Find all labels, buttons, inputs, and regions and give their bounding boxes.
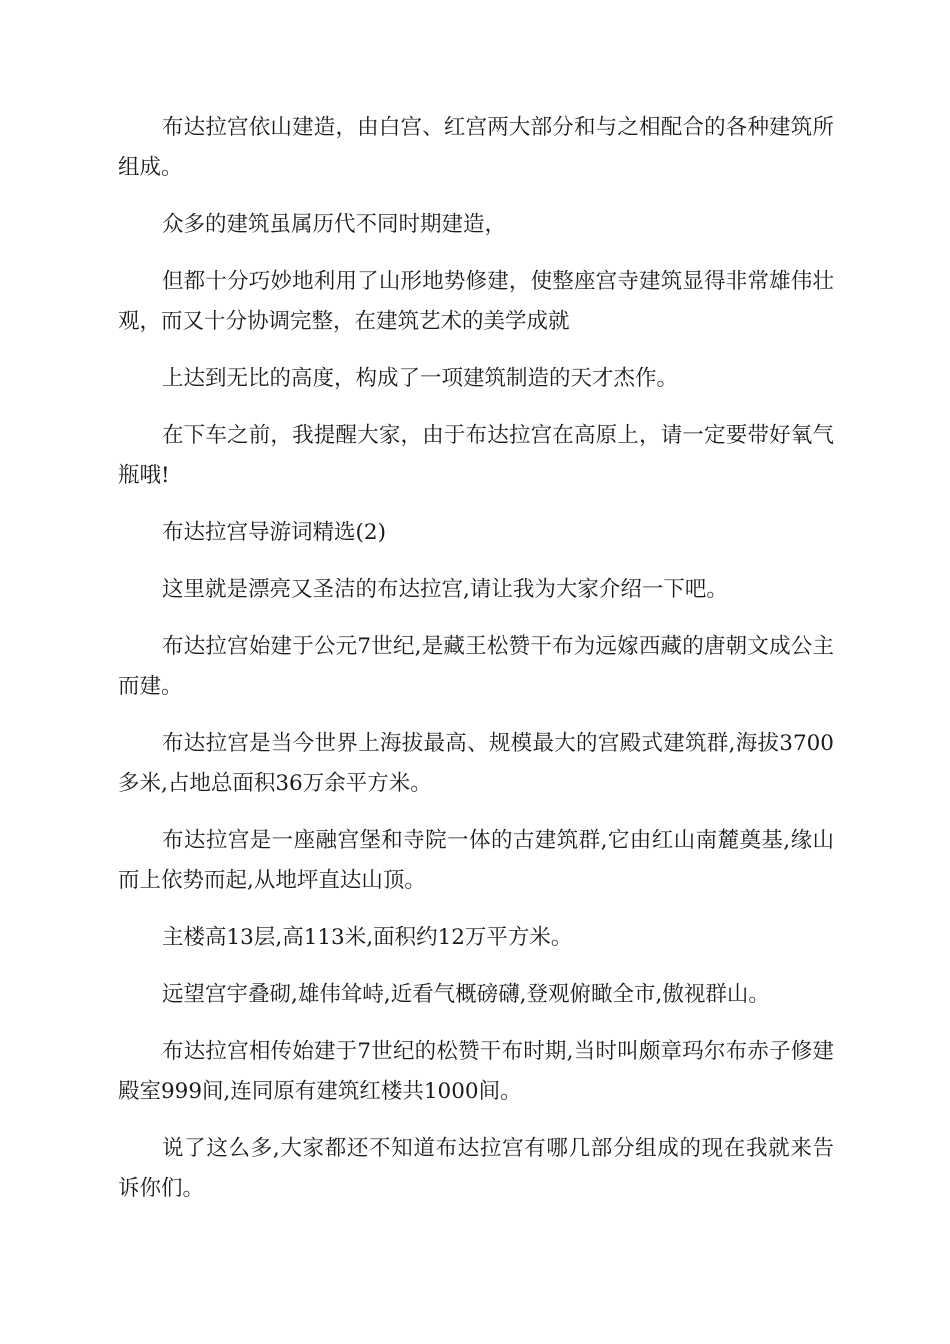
paragraph: 在下车之前，我提醒大家，由于布达拉宫在高原上，请一定要带好氧气瓶哦! (118, 423, 834, 488)
paragraph: 说了这么多,大家都还不知道布达拉宫有哪几部分组成的现在我就来告诉你们。 (118, 1136, 834, 1201)
paragraph: 布达拉宫是当今世界上海拔最高、规模最大的宫殿式建筑群,海拔3700多米,占地总面积36万余平方米。 (118, 731, 834, 796)
paragraph: 这里就是漂亮又圣洁的布达拉宫,请让我为大家介绍一下吧。 (162, 577, 728, 602)
paragraph: 众多的建筑虽属历代不同时期建造， (162, 212, 507, 237)
paragraph: 布达拉宫依山建造，由白宫、红宫两大部分和与之相配合的各种建筑所组成。 (118, 115, 834, 180)
paragraph: 布达拉宫相传始建于7世纪的松赞干布时期,当时叫颇章玛尔布赤子修建殿室999间,连同原有建筑红楼共1000间。 (118, 1039, 834, 1104)
section-heading: 布达拉宫导游词精选(2) (162, 520, 386, 545)
document-body (118, 108, 834, 1226)
paragraph: 布达拉宫始建于公元7世纪,是藏王松赞干布为远嫁西藏的唐朝文成公主而建。 (118, 634, 834, 699)
paragraph: 远望宫宇叠砌,雄伟耸峙,近看气概磅礴,登观俯瞰全市,傲视群山。 (162, 982, 770, 1007)
paragraph: 但都十分巧妙地利用了山形地势修建，使整座宫寺建筑显得非常雄伟壮观，而又十分协调完整，在建筑艺术的美学成就 (118, 269, 834, 334)
paragraph: 上达到无比的高度，构成了一项建筑制造的天才杰作。 (162, 366, 679, 391)
paragraph: 主楼高13层,高113米,面积约12万平方米。 (162, 925, 573, 950)
paragraph: 布达拉宫是一座融宫堡和寺院一体的古建筑群,它由红山南麓奠基,缘山而上依势而起,从地坪直达山顶。 (118, 828, 834, 893)
